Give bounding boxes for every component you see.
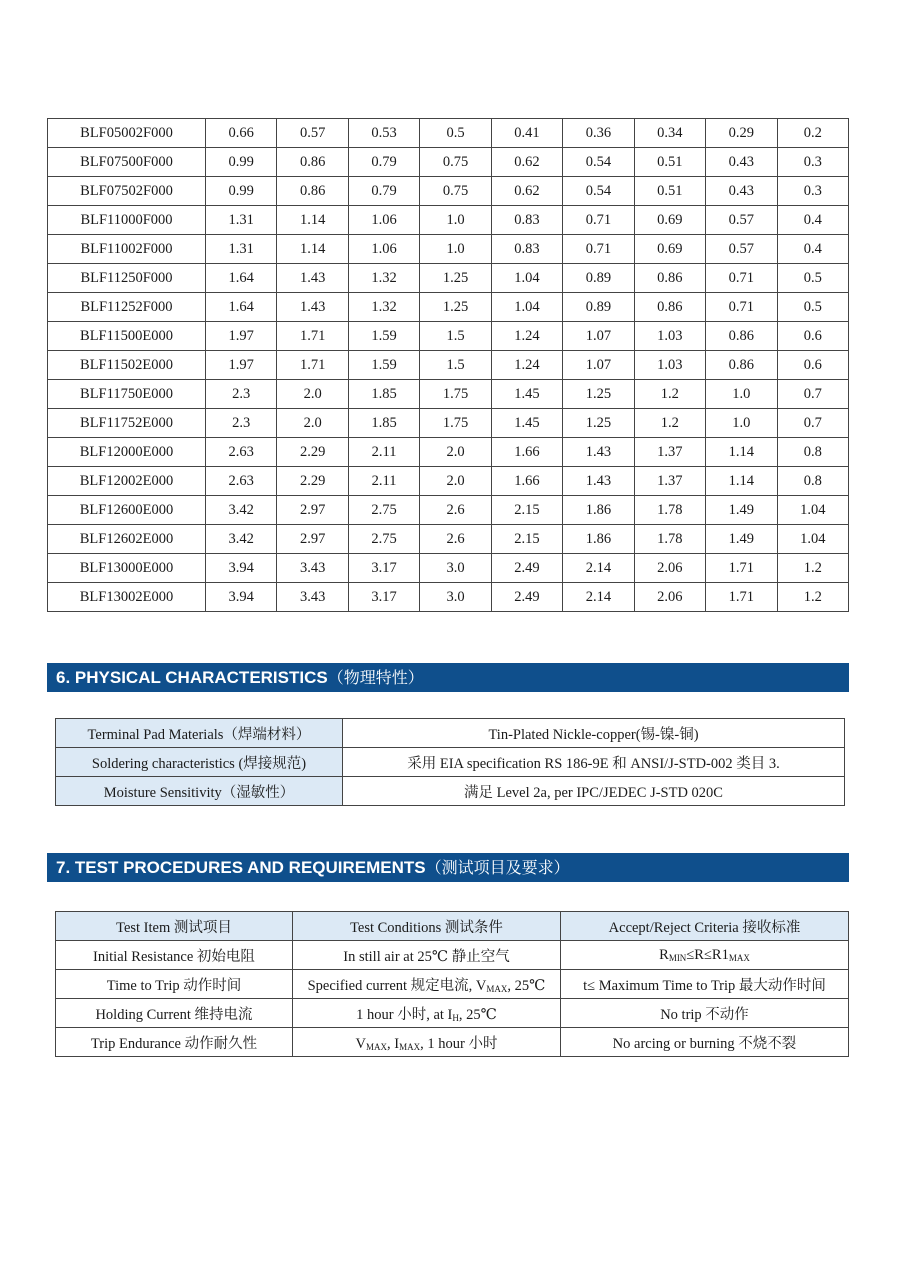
value-cell: 1.31 <box>206 235 277 264</box>
part-number-cell: BLF11250F000 <box>48 264 206 293</box>
value-cell: 1.45 <box>491 380 562 409</box>
condition-sub: H <box>452 1012 459 1023</box>
test-criteria: No trip 不动作 <box>561 999 849 1028</box>
soldering-label: Soldering characteristics (焊接规范) <box>56 748 343 777</box>
value-cell: 1.14 <box>277 235 348 264</box>
table-row <box>48 206 849 235</box>
value-cell: 2.14 <box>563 554 634 583</box>
table-row <box>48 554 849 583</box>
value-cell: 1.78 <box>634 496 705 525</box>
part-number-cell: BLF13000E000 <box>48 554 206 583</box>
section-7-title: 7. TEST PROCEDURES AND REQUIREMENTS <box>56 858 426 877</box>
value-cell: 1.14 <box>706 467 777 496</box>
value-cell: 0.86 <box>277 177 348 206</box>
part-number-cell: BLF12002E000 <box>48 467 206 496</box>
value-cell: 0.3 <box>777 177 849 206</box>
value-cell: 0.86 <box>634 293 705 322</box>
value-cell: 1.71 <box>277 351 348 380</box>
terminal-pad-label: Terminal Pad Materials（焊端材料） <box>56 719 343 748</box>
value-cell: 1.66 <box>491 467 562 496</box>
value-cell: 3.94 <box>206 583 277 612</box>
value-cell: 0.3 <box>777 148 849 177</box>
table-row <box>56 748 845 777</box>
criteria-text: R <box>659 946 669 963</box>
value-cell: 0.57 <box>277 119 348 148</box>
test-condition: In still air at 25℃ 静止空气 <box>293 941 561 970</box>
value-cell: 0.43 <box>706 148 777 177</box>
value-cell: 0.86 <box>634 264 705 293</box>
value-cell: 1.43 <box>277 264 348 293</box>
table-row <box>48 351 849 380</box>
value-cell: 2.0 <box>420 438 491 467</box>
value-cell: 1.37 <box>634 467 705 496</box>
condition-sub: MAX <box>399 1041 421 1052</box>
part-number-cell: BLF07502F000 <box>48 177 206 206</box>
table-row <box>48 235 849 264</box>
value-cell: 1.24 <box>491 351 562 380</box>
test-criteria: t≤ Maximum Time to Trip 最大动作时间 <box>561 970 849 999</box>
table-row <box>56 941 849 970</box>
value-cell: 1.04 <box>491 264 562 293</box>
value-cell: 1.5 <box>420 322 491 351</box>
value-cell: 1.85 <box>348 380 419 409</box>
value-cell: 2.06 <box>634 583 705 612</box>
value-cell: 3.0 <box>420 583 491 612</box>
value-cell: 0.79 <box>348 177 419 206</box>
table-row <box>48 467 849 496</box>
value-cell: 0.43 <box>706 177 777 206</box>
value-cell: 2.11 <box>348 438 419 467</box>
criteria-text: ≤R≤R1 <box>686 946 729 963</box>
value-cell: 1.71 <box>706 583 777 612</box>
value-cell: 2.75 <box>348 525 419 554</box>
test-item: Initial Resistance 初始电阻 <box>56 941 293 970</box>
value-cell: 2.97 <box>277 496 348 525</box>
table-row <box>56 719 845 748</box>
value-cell: 2.0 <box>420 467 491 496</box>
value-cell: 1.14 <box>706 438 777 467</box>
value-cell: 0.86 <box>277 148 348 177</box>
test-item: Time to Trip 动作时间 <box>56 970 293 999</box>
part-number-cell: BLF12000E000 <box>48 438 206 467</box>
value-cell: 2.63 <box>206 467 277 496</box>
value-cell: 0.51 <box>634 148 705 177</box>
condition-text: , I <box>387 1035 400 1052</box>
value-cell: 1.43 <box>563 467 634 496</box>
value-cell: 1.75 <box>420 409 491 438</box>
value-cell: 0.6 <box>777 351 849 380</box>
value-cell: 1.06 <box>348 235 419 264</box>
value-cell: 1.06 <box>348 206 419 235</box>
header-test-conditions: Test Conditions 测试条件 <box>293 912 561 941</box>
value-cell: 1.25 <box>563 409 634 438</box>
ratings-table <box>47 118 849 612</box>
value-cell: 0.71 <box>563 206 634 235</box>
table-row <box>48 583 849 612</box>
value-cell: 1.71 <box>277 322 348 351</box>
condition-sub: MAX <box>486 983 508 994</box>
value-cell: 1.64 <box>206 264 277 293</box>
value-cell: 2.0 <box>277 380 348 409</box>
value-cell: 3.42 <box>206 525 277 554</box>
value-cell: 1.45 <box>491 409 562 438</box>
value-cell: 2.75 <box>348 496 419 525</box>
part-number-cell: BLF11252F000 <box>48 293 206 322</box>
physical-characteristics-table <box>55 718 845 806</box>
value-cell: 1.43 <box>277 293 348 322</box>
value-cell: 0.36 <box>563 119 634 148</box>
value-cell: 1.75 <box>420 380 491 409</box>
value-cell: 1.04 <box>777 496 849 525</box>
value-cell: 0.62 <box>491 177 562 206</box>
value-cell: 1.66 <box>491 438 562 467</box>
part-number-cell: BLF07500F000 <box>48 148 206 177</box>
table-row <box>48 525 849 554</box>
part-number-cell: BLF11002F000 <box>48 235 206 264</box>
condition-text: 1 hour 小时, at I <box>356 1006 453 1023</box>
value-cell: 1.25 <box>420 293 491 322</box>
value-cell: 0.4 <box>777 206 849 235</box>
value-cell: 1.04 <box>777 525 849 554</box>
table-row <box>48 438 849 467</box>
value-cell: 1.85 <box>348 409 419 438</box>
value-cell: 0.62 <box>491 148 562 177</box>
table-row <box>48 496 849 525</box>
table-row <box>56 970 849 999</box>
value-cell: 3.94 <box>206 554 277 583</box>
value-cell: 0.69 <box>634 235 705 264</box>
condition-text: , 25℃ <box>458 1006 497 1023</box>
value-cell: 1.5 <box>420 351 491 380</box>
part-number-cell: BLF05002F000 <box>48 119 206 148</box>
condition-text: V <box>355 1035 366 1052</box>
value-cell: 1.49 <box>706 525 777 554</box>
value-cell: 0.89 <box>563 293 634 322</box>
value-cell: 3.42 <box>206 496 277 525</box>
value-cell: 2.11 <box>348 467 419 496</box>
value-cell: 2.29 <box>277 438 348 467</box>
value-cell: 2.15 <box>491 496 562 525</box>
criteria-sub: MIN <box>668 952 687 963</box>
table-row <box>56 999 849 1028</box>
value-cell: 0.29 <box>706 119 777 148</box>
test-procedures-table <box>55 911 849 1057</box>
value-cell: 0.7 <box>777 380 849 409</box>
value-cell: 2.15 <box>491 525 562 554</box>
section-6-title-zh: （物理特性） <box>327 668 424 687</box>
test-condition <box>293 970 561 999</box>
value-cell: 0.66 <box>206 119 277 148</box>
test-condition <box>293 1028 561 1057</box>
value-cell: 1.59 <box>348 322 419 351</box>
value-cell: 1.78 <box>634 525 705 554</box>
value-cell: 1.49 <box>706 496 777 525</box>
section-6-header <box>47 663 849 692</box>
table-row <box>48 119 849 148</box>
value-cell: 0.41 <box>491 119 562 148</box>
value-cell: 0.8 <box>777 467 849 496</box>
value-cell: 1.2 <box>634 380 705 409</box>
value-cell: 1.2 <box>634 409 705 438</box>
part-number-cell: BLF12602E000 <box>48 525 206 554</box>
value-cell: 0.75 <box>420 177 491 206</box>
value-cell: 1.64 <box>206 293 277 322</box>
value-cell: 1.37 <box>634 438 705 467</box>
value-cell: 1.43 <box>563 438 634 467</box>
section-7-header <box>47 853 849 882</box>
value-cell: 2.49 <box>491 554 562 583</box>
value-cell: 1.0 <box>706 380 777 409</box>
value-cell: 0.83 <box>491 235 562 264</box>
value-cell: 0.51 <box>634 177 705 206</box>
section-7-title-zh: （测试项目及要求） <box>425 858 570 877</box>
ratings-table-body <box>48 119 849 612</box>
value-cell: 2.6 <box>420 496 491 525</box>
value-cell: 1.07 <box>563 322 634 351</box>
test-condition <box>293 999 561 1028</box>
value-cell: 1.25 <box>420 264 491 293</box>
part-number-cell: BLF12600E000 <box>48 496 206 525</box>
value-cell: 2.14 <box>563 583 634 612</box>
value-cell: 2.97 <box>277 525 348 554</box>
value-cell: 0.69 <box>634 206 705 235</box>
condition-sub: MAX <box>366 1041 388 1052</box>
value-cell: 1.03 <box>634 351 705 380</box>
value-cell: 1.59 <box>348 351 419 380</box>
value-cell: 0.89 <box>563 264 634 293</box>
table-row <box>56 1028 849 1057</box>
terminal-pad-value: Tin-Plated Nickle-copper(锡-镍-铜) <box>343 719 845 748</box>
value-cell: 3.43 <box>277 583 348 612</box>
value-cell: 1.97 <box>206 322 277 351</box>
value-cell: 0.7 <box>777 409 849 438</box>
value-cell: 2.63 <box>206 438 277 467</box>
value-cell: 0.86 <box>706 351 777 380</box>
value-cell: 3.43 <box>277 554 348 583</box>
condition-text: , 1 hour 小时 <box>420 1035 498 1052</box>
value-cell: 1.0 <box>420 235 491 264</box>
value-cell: 1.32 <box>348 264 419 293</box>
part-number-cell: BLF11750E000 <box>48 380 206 409</box>
test-criteria <box>561 941 849 970</box>
test-criteria: No arcing or burning 不烧不裂 <box>561 1028 849 1057</box>
value-cell: 0.71 <box>706 264 777 293</box>
value-cell: 0.75 <box>420 148 491 177</box>
value-cell: 0.5 <box>420 119 491 148</box>
value-cell: 0.99 <box>206 148 277 177</box>
table-row <box>48 293 849 322</box>
part-number-cell: BLF13002E000 <box>48 583 206 612</box>
table-row <box>48 380 849 409</box>
value-cell: 3.17 <box>348 583 419 612</box>
value-cell: 2.3 <box>206 380 277 409</box>
value-cell: 0.2 <box>777 119 849 148</box>
condition-text: , 25℃ <box>507 977 546 994</box>
value-cell: 2.0 <box>277 409 348 438</box>
value-cell: 1.32 <box>348 293 419 322</box>
soldering-value: 采用 EIA specification RS 186-9E 和 ANSI/J-STD-002 类目 3. <box>343 748 845 777</box>
criteria-sub: MAX <box>728 952 750 963</box>
value-cell: 0.53 <box>348 119 419 148</box>
value-cell: 2.3 <box>206 409 277 438</box>
value-cell: 1.2 <box>777 554 849 583</box>
value-cell: 1.2 <box>777 583 849 612</box>
part-number-cell: BLF11500E000 <box>48 322 206 351</box>
value-cell: 0.83 <box>491 206 562 235</box>
test-item: Trip Endurance 动作耐久性 <box>56 1028 293 1057</box>
value-cell: 1.14 <box>277 206 348 235</box>
value-cell: 1.07 <box>563 351 634 380</box>
value-cell: 0.79 <box>348 148 419 177</box>
value-cell: 1.71 <box>706 554 777 583</box>
value-cell: 1.0 <box>706 409 777 438</box>
table-header-row <box>56 912 849 941</box>
value-cell: 0.71 <box>706 293 777 322</box>
part-number-cell: BLF11502E000 <box>48 351 206 380</box>
value-cell: 2.29 <box>277 467 348 496</box>
table-row <box>48 177 849 206</box>
value-cell: 0.6 <box>777 322 849 351</box>
value-cell: 1.86 <box>563 496 634 525</box>
value-cell: 0.34 <box>634 119 705 148</box>
value-cell: 1.24 <box>491 322 562 351</box>
value-cell: 2.49 <box>491 583 562 612</box>
value-cell: 1.04 <box>491 293 562 322</box>
part-number-cell: BLF11752E000 <box>48 409 206 438</box>
value-cell: 1.0 <box>420 206 491 235</box>
value-cell: 0.71 <box>563 235 634 264</box>
table-row <box>48 264 849 293</box>
moisture-label: Moisture Sensitivity（湿敏性） <box>56 777 343 806</box>
value-cell: 1.86 <box>563 525 634 554</box>
test-item: Holding Current 维持电流 <box>56 999 293 1028</box>
value-cell: 0.54 <box>563 148 634 177</box>
value-cell: 0.86 <box>706 322 777 351</box>
value-cell: 2.6 <box>420 525 491 554</box>
value-cell: 3.17 <box>348 554 419 583</box>
table-row <box>48 148 849 177</box>
header-test-item: Test Item 测试项目 <box>56 912 293 941</box>
condition-text: Specified current 规定电流, V <box>307 977 487 994</box>
value-cell: 1.03 <box>634 322 705 351</box>
section-6-title: 6. PHYSICAL CHARACTERISTICS <box>56 668 328 687</box>
value-cell: 0.57 <box>706 235 777 264</box>
moisture-value: 满足 Level 2a, per IPC/JEDEC J-STD 020C <box>343 777 845 806</box>
value-cell: 0.4 <box>777 235 849 264</box>
value-cell: 0.5 <box>777 293 849 322</box>
value-cell: 1.31 <box>206 206 277 235</box>
header-criteria: Accept/Reject Criteria 接收标准 <box>561 912 849 941</box>
value-cell: 0.57 <box>706 206 777 235</box>
value-cell: 3.0 <box>420 554 491 583</box>
value-cell: 0.5 <box>777 264 849 293</box>
value-cell: 0.54 <box>563 177 634 206</box>
value-cell: 0.99 <box>206 177 277 206</box>
part-number-cell: BLF11000F000 <box>48 206 206 235</box>
value-cell: 1.25 <box>563 380 634 409</box>
value-cell: 2.06 <box>634 554 705 583</box>
value-cell: 1.97 <box>206 351 277 380</box>
table-row <box>56 777 845 806</box>
value-cell: 0.8 <box>777 438 849 467</box>
table-row <box>48 409 849 438</box>
table-row <box>48 322 849 351</box>
